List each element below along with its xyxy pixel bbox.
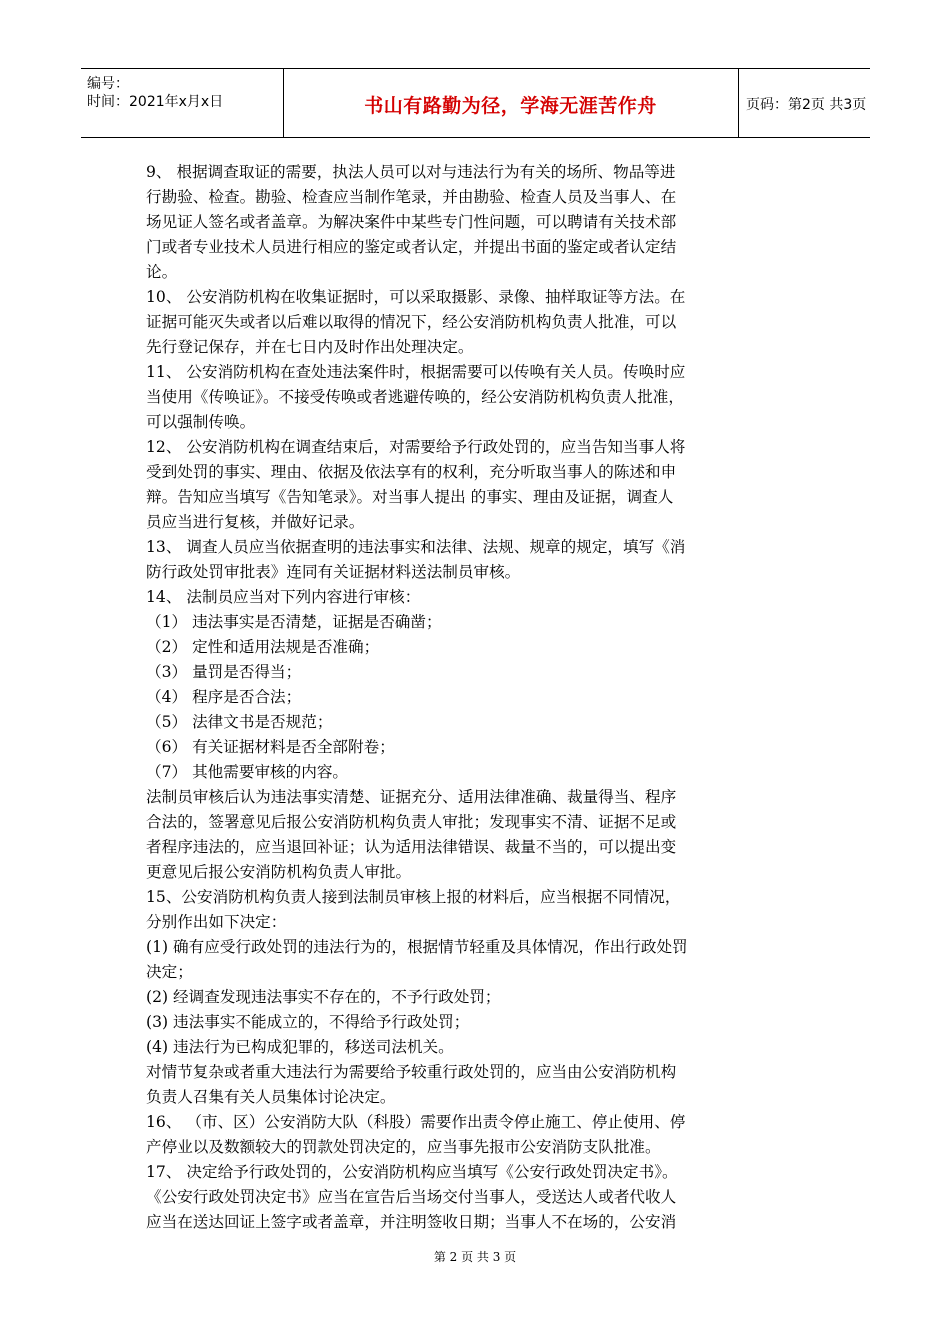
body-text-line: 者程序违法的，应当退回补证；认为适用法律错误、裁量不当的，可以提出变: [146, 838, 677, 856]
body-text-line: 受到处罚的事实、理由、依据及依法享有的权利，充分听取当事人的陈述和申: [146, 463, 677, 481]
body-text-line: 12、 公安消防机构在调查结束后，对需要给予行政处罚的，应当告知当事人将: [146, 438, 686, 456]
document-date-label: 时间：2021年x月x日: [87, 94, 224, 110]
body-text-line: （3） 量罚是否得当；: [146, 663, 302, 681]
body-text-line: 防行政处罚审批表》连同有关证据材料送法制员审核。: [146, 563, 521, 581]
document-number-label: 编号：: [87, 76, 129, 92]
body-text-line: 门或者专业技术人员进行相应的鉴定或者认定，并提出书面的鉴定或者认定结: [146, 238, 677, 256]
body-text-line: 合法的，签署意见后报公安消防机构负责人审批；发现事实不清、证据不足或: [146, 813, 677, 831]
body-text-line: 14、 法制员应当对下列内容进行审核：: [146, 588, 421, 606]
body-text-line: 应当在送达回证上签字或者盖章，并注明签收日期；当事人不在场的，公安消: [146, 1213, 677, 1231]
body-text-line: 11、 公安消防机构在查处违法案件时，根据需要可以传唤有关人员。传唤时应: [146, 363, 686, 381]
body-text-line: (4) 违法行为已构成犯罪的，移送司法机关。: [146, 1038, 454, 1056]
header-page-number: 页码：第2页 共3页: [746, 97, 867, 113]
header-page-cell: [738, 69, 870, 137]
body-text-line: （2） 定性和适用法规是否准确；: [146, 638, 380, 656]
body-text-line: 更意见后报公安消防机构负责人审批。: [146, 863, 412, 881]
body-text-line: （7） 其他需要审核的内容。: [146, 763, 349, 781]
body-text-line: 先行登记保存，并在七日内及时作出处理决定。: [146, 338, 474, 356]
body-text-line: 法制员审核后认为违法事实清楚、证据充分、适用法律准确、裁量得当、程序: [146, 788, 677, 806]
body-text-line: 场见证人签名或者盖章。为解决案件中某些专门性问题，可以聘请有关技术部: [146, 213, 677, 231]
body-text-line: 辩。告知应当填写《告知笔录》。对当事人提出 的事实、理由及证据，调查人: [146, 488, 674, 506]
body-text-line: 行勘验、检查。勘验、检查应当制作笔录，并由勘验、检查人员及当事人、在: [146, 188, 677, 206]
page-header: [81, 68, 870, 138]
body-text-line: 论。: [146, 263, 178, 281]
body-text-line: 负责人召集有关人员集体讨论决定。: [146, 1088, 396, 1106]
body-text-line: 员应当进行复核，并做好记录。: [146, 513, 365, 531]
body-text-line: 当使用《传唤证》。不接受传唤或者逃避传唤的，经公安消防机构负责人批准，: [146, 388, 684, 406]
header-meta-cell: [81, 69, 284, 137]
body-text-line: 分别作出如下决定：: [146, 913, 287, 931]
body-text-line: （1） 违法事实是否清楚，证据是否确凿；: [146, 613, 442, 631]
body-text-line: (3) 违法事实不能成立的，不得给予行政处罚；: [146, 1013, 470, 1031]
body-text-line: 对情节复杂或者重大违法行为需要给予较重行政处罚的，应当由公安消防机构: [146, 1063, 677, 1081]
body-text-line: 15、公安消防机构负责人接到法制员审核上报的材料后，应当根据不同情况，: [146, 888, 681, 906]
body-text-line: 可以强制传唤。: [146, 413, 256, 431]
document-body: [146, 160, 820, 1235]
body-text-line: 决定；: [146, 963, 193, 981]
body-text-line: 产停业以及数额较大的罚款处罚决定的，应当事先报市公安消防支队批准。: [146, 1138, 661, 1156]
body-text-line: 16、 （市、区）公安消防大队（科股）需要作出责令停止施工、停止使用、停: [146, 1113, 686, 1131]
header-motto: 书山有路勤为径，学海无涯苦作舟: [364, 95, 657, 117]
body-text-line: 《公安行政处罚决定书》应当在宣告后当场交付当事人，受送达人或者代收人: [146, 1188, 677, 1206]
body-text-line: 证据可能灭失或者以后难以取得的情况下，经公安消防机构负责人批准，可以: [146, 313, 677, 331]
body-text-line: 9、 根据调查取证的需要，执法人员可以对与违法行为有关的场所、物品等进: [146, 163, 676, 181]
body-text-line: (2) 经调查发现违法事实不存在的，不予行政处罚；: [146, 988, 501, 1006]
body-text-line: 17、 决定给予行政处罚的，公安消防机构应当填写《公安行政处罚决定书》。: [146, 1163, 678, 1181]
header-motto-cell: [283, 69, 739, 137]
body-text-line: （4） 程序是否合法；: [146, 688, 302, 706]
body-text-line: （5） 法律文书是否规范；: [146, 713, 333, 731]
body-text-line: 13、 调查人员应当依据查明的违法事实和法律、法规、规章的规定，填写《消: [146, 538, 686, 556]
body-text-line: (1) 确有应受行政处罚的违法行为的，根据情节轻重及具体情况，作出行政处罚: [146, 938, 688, 956]
body-text-line: （6） 有关证据材料是否全部附卷；: [146, 738, 395, 756]
page-footer: 第 2 页 共 3 页: [433, 1250, 517, 1264]
body-text-line: 10、 公安消防机构在收集证据时，可以采取摄影、录像、抽样取证等方法。在: [146, 288, 686, 306]
